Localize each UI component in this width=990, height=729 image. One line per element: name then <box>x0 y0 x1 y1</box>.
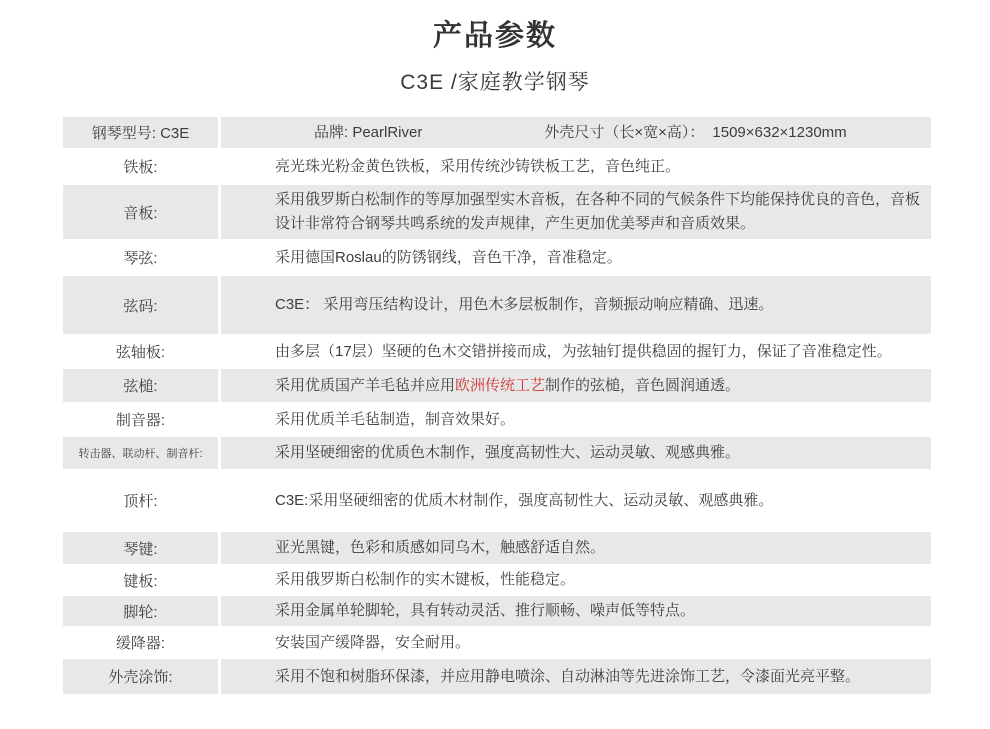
spec-row-content <box>221 402 931 437</box>
page-subtitle: C3E /家庭教学钢琴 <box>400 71 590 94</box>
spec-row-content <box>221 659 931 694</box>
spec-row-text <box>275 293 773 317</box>
spec-row-text <box>275 599 695 623</box>
spec-row <box>63 402 931 437</box>
spec-row-label: 顶杆: <box>63 469 221 532</box>
model-label: 钢琴型号: C3E <box>63 117 221 148</box>
dimensions-label: 外壳尺寸（长×宽×高）： <box>544 123 705 141</box>
spec-row-content <box>221 626 931 659</box>
spec-row <box>63 659 931 694</box>
spec-row <box>63 276 931 334</box>
spec-row <box>63 596 931 626</box>
spec-row <box>63 564 931 596</box>
spec-row-content <box>221 596 931 626</box>
spec-row-label: 外壳涂饰: <box>63 659 221 694</box>
spec-row-label: 弦轴板: <box>63 334 221 369</box>
spec-row-content <box>221 148 931 185</box>
text-segment: 亚光黑键，色彩和质感如同乌木，触感舒适自然。 <box>275 539 606 556</box>
text-segment: 采用不饱和树脂环保漆，并应用静电喷涂、自动淋油等先进涂饰工艺，令漆面光亮平整。 <box>275 667 861 685</box>
spec-row-text <box>275 188 925 236</box>
spec-row-text <box>275 246 622 270</box>
spec-row-label: 键板: <box>63 564 221 596</box>
text-segment: 制作的弦槌，音色圆润通透。 <box>545 376 741 394</box>
text-segment: 亮光珠光粉金黄色铁板，采用传统沙铸铁板工艺，音色纯正。 <box>275 157 681 175</box>
spec-row-label: 音板: <box>63 185 221 239</box>
text-segment: 由多层（17层）坚硬的色木交错拼接而成，为弦轴钉提供稳固的握钉力，保证了音准稳定性。 <box>275 342 892 360</box>
text-segment: 采用优质国产羊毛毡并应用 <box>275 376 456 394</box>
spec-row-text <box>275 489 773 513</box>
spec-row-content <box>221 185 931 239</box>
spec-row-content <box>221 437 931 469</box>
text-segment: 采用金属单轮脚轮，具有转动灵活、推行顺畅、噪声低等特点。 <box>275 602 696 619</box>
spec-row <box>63 469 931 532</box>
spec-table <box>63 117 931 694</box>
spec-row <box>63 626 931 659</box>
text-segment: 采用俄罗斯白松制作的等厚加强型实木音板，在各种不同的气候条件下均能保持优良的音色，音板设计非常符合钢琴共鸣系统的发声规律，产生更加优美琴声和音质效果。 <box>275 191 921 232</box>
text-segment: 采用坚硬细密的优质色木制作，强度高韧性大、运动灵敏、观感典雅。 <box>275 444 741 461</box>
text-segment: C3E： 采用弯压结构设计，用色木多层板制作，音频振动响应精确、迅速。 <box>275 296 774 313</box>
text-segment: 采用优质羊毛毡制造，制音效果好。 <box>275 410 516 428</box>
spec-row-text <box>275 665 860 689</box>
spec-row-label: 制音器: <box>63 402 221 437</box>
spec-row <box>63 185 931 239</box>
spec-row <box>63 239 931 276</box>
spec-row-text <box>275 374 740 398</box>
spec-row <box>63 437 931 469</box>
spec-row-label: 脚轮: <box>63 596 221 626</box>
text-segment: 采用德国Roslau的防锈钢线，音色干净，音准稳定。 <box>275 248 622 266</box>
spec-rows <box>63 148 931 694</box>
spec-row-content <box>221 334 931 369</box>
spec-row-label: 琴键: <box>63 532 221 564</box>
brand-value: 品牌: PearlRiver <box>314 123 423 141</box>
spec-row-text <box>275 340 892 364</box>
spec-row-content <box>221 469 931 532</box>
spec-row-header <box>63 117 931 148</box>
spec-row-label: 琴弦: <box>63 239 221 276</box>
text-segment: C3E:采用坚硬细密的优质木材制作，强度高韧性大、运动灵敏、观感典雅。 <box>275 491 774 509</box>
spec-row-text <box>275 568 575 592</box>
spec-row-content <box>221 369 931 402</box>
spec-row-text <box>275 536 605 560</box>
spec-row <box>63 148 931 185</box>
spec-row-content <box>221 564 931 596</box>
spec-row-label: 铁板: <box>63 148 221 185</box>
header-row-content <box>221 117 931 148</box>
spec-row-label: 弦槌: <box>63 369 221 402</box>
highlighted-phrase: 欧洲传统工艺 <box>455 376 546 394</box>
spec-row-content <box>221 239 931 276</box>
spec-row-text <box>275 155 680 179</box>
text-segment: 采用俄罗斯白松制作的实木键板，性能稳定。 <box>275 571 576 588</box>
spec-row <box>63 369 931 402</box>
spec-row-text <box>275 441 740 465</box>
spec-row <box>63 334 931 369</box>
spec-row-label: 转击器、联动杆、制音杆: <box>63 437 221 469</box>
spec-row-label: 缓降器: <box>63 626 221 659</box>
spec-row-content <box>221 532 931 564</box>
page-title: 产品参数 <box>432 20 557 52</box>
spec-row <box>63 532 931 564</box>
spec-row-text <box>275 408 515 432</box>
spec-row-label: 弦码: <box>63 276 221 334</box>
dimensions-value: 1509×632×1230mm <box>712 123 847 141</box>
text-segment: 安装国产缓降器，安全耐用。 <box>275 633 471 651</box>
spec-row-text <box>275 631 470 655</box>
spec-row-content <box>221 276 931 334</box>
